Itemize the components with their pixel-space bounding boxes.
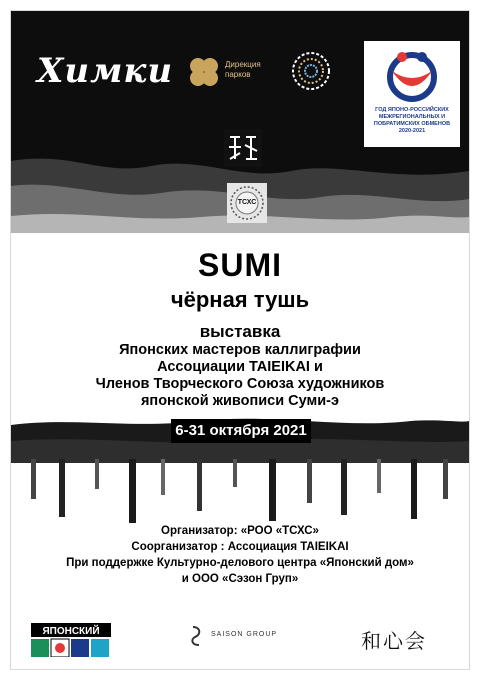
japan-house-text: ЯПОНСКИЙ xyxy=(42,626,100,637)
year-of-exchanges-logo xyxy=(364,41,460,147)
japan-house-logo xyxy=(31,623,111,657)
mosaic-circle-logo xyxy=(291,51,331,91)
taieikai-seal-logo xyxy=(224,129,262,167)
wakokai-logo: 和心会 xyxy=(361,629,427,653)
exhibition-description xyxy=(11,342,469,410)
description-line: японской живописи Суми-э xyxy=(140,393,340,409)
saison-group-logo xyxy=(189,623,299,657)
parks-logo-text: Дирекция парков xyxy=(225,60,261,79)
saison-mark-icon xyxy=(189,623,209,657)
description-line: Членов Творческого Союза художников xyxy=(95,376,385,392)
year-logo-text: ГОД ЯПОНО-РОССИЙСКИХ МЕЖРЕГИОНАЛЬНЫХ И ПОБРАТИМСКИХ ОБМЕНОВ 2020-2021 xyxy=(373,107,451,134)
exhibition-title: SUMI xyxy=(198,247,282,283)
organizer-line: и ООО «Сэзон Груп» xyxy=(181,573,299,585)
poster xyxy=(10,10,470,670)
organizers-block xyxy=(11,523,469,587)
parks-directorate-logo xyxy=(187,55,277,95)
organizer-line: Организатор: «РОО «ТСХС» xyxy=(161,525,319,537)
exhibition-subtitle: чёрная тушь xyxy=(170,287,310,312)
description-line: Японских мастеров каллиграфии xyxy=(119,342,361,358)
tshs-logo xyxy=(227,183,267,223)
exhibition-dates: 6-31 октября 2021 xyxy=(171,419,311,443)
saison-group-text: SAISON GROUP xyxy=(211,631,278,638)
tshs-logo-text: ТСХС xyxy=(237,199,257,206)
description-line: Ассоциации TAIEIKAI и xyxy=(157,359,323,375)
clover-icon xyxy=(187,55,221,89)
organizer-line: При поддержке Культурно-делового центра «Японский дом» xyxy=(66,557,414,569)
khimki-logo-text: Химки xyxy=(37,51,174,91)
exhibition-label: выставка xyxy=(199,322,281,341)
smiley-icon xyxy=(364,41,460,107)
organizer-line: Соорганизатор : Ассоциация TAIEIKAI xyxy=(131,541,349,553)
khimki-logo xyxy=(37,51,174,101)
